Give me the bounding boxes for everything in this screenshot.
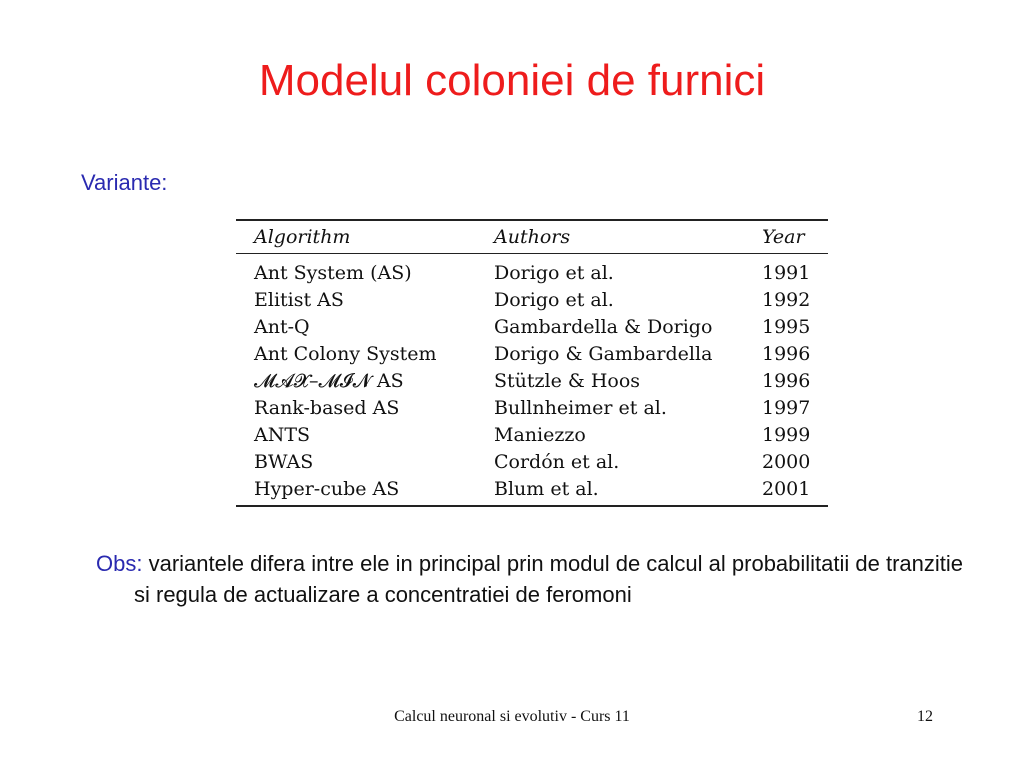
algorithm-cell: 𝓜𝓐𝓧–𝓜𝓘𝓝 AS: [254, 370, 404, 392]
year-cell: 1995: [762, 316, 811, 338]
table-row: [236, 422, 828, 449]
observation-paragraph: [96, 548, 984, 610]
year-cell: 1996: [762, 343, 811, 365]
authors-cell: Gambardella & Dorigo: [494, 316, 713, 338]
authors-cell: Dorigo et al.: [494, 289, 614, 311]
algorithm-cell: Hyper-cube AS: [236, 476, 476, 506]
year-cell: 1997: [762, 397, 811, 419]
observation-label: Obs:: [96, 551, 143, 576]
slide-title: Modelul coloniei de furnici: [258, 56, 766, 105]
algorithm-cell: ANTS: [254, 424, 311, 446]
algorithms-table: [236, 219, 828, 507]
algorithm-cell: BWAS: [254, 451, 314, 473]
table-row: [236, 314, 828, 341]
table-row: [236, 287, 828, 314]
column-header-year: Year: [744, 220, 828, 254]
authors-cell: Maniezzo: [494, 424, 586, 446]
algorithm-cell: Ant Colony System: [254, 343, 437, 365]
table-row: [236, 476, 828, 506]
variants-label: Variante:: [81, 170, 168, 195]
algorithm-cell: Ant-Q: [254, 316, 310, 338]
authors-cell: Dorigo & Gambardella: [494, 343, 713, 365]
year-cell: 1996: [762, 370, 811, 392]
table-header-row: [236, 220, 828, 254]
authors-cell: Cordón et al.: [494, 451, 620, 473]
page-number: 12: [917, 708, 933, 725]
authors-cell: Stützle & Hoos: [494, 370, 641, 392]
year-cell: 2001: [744, 476, 828, 506]
table-row: [236, 254, 828, 288]
algorithm-cell: Rank-based AS: [254, 397, 400, 419]
algorithm-cell: Elitist AS: [254, 289, 344, 311]
algorithm-cell: Ant System (AS): [254, 262, 412, 284]
column-header-algorithm: Algorithm: [236, 220, 476, 254]
table-row: [236, 395, 828, 422]
year-cell: 1999: [762, 424, 811, 446]
column-header-authors: Authors: [476, 220, 744, 254]
year-cell: 1991: [762, 262, 811, 284]
table-row: [236, 341, 828, 368]
table-row: [236, 449, 828, 476]
table-row: [236, 368, 828, 395]
authors-cell: Bullnheimer et al.: [494, 397, 667, 419]
observation-text: variantele difera intre ele in principal prin modul de calcul al probabilitatii de tranzitie si regula de actualizare a concentratiei de feromoni: [134, 551, 964, 607]
authors-cell: Blum et al.: [476, 476, 744, 506]
authors-cell: Dorigo et al.: [494, 262, 614, 284]
footer-course-title: Calcul neuronal si evolutiv - Curs 11: [394, 708, 630, 725]
year-cell: 1992: [762, 289, 811, 311]
year-cell: 2000: [762, 451, 811, 473]
